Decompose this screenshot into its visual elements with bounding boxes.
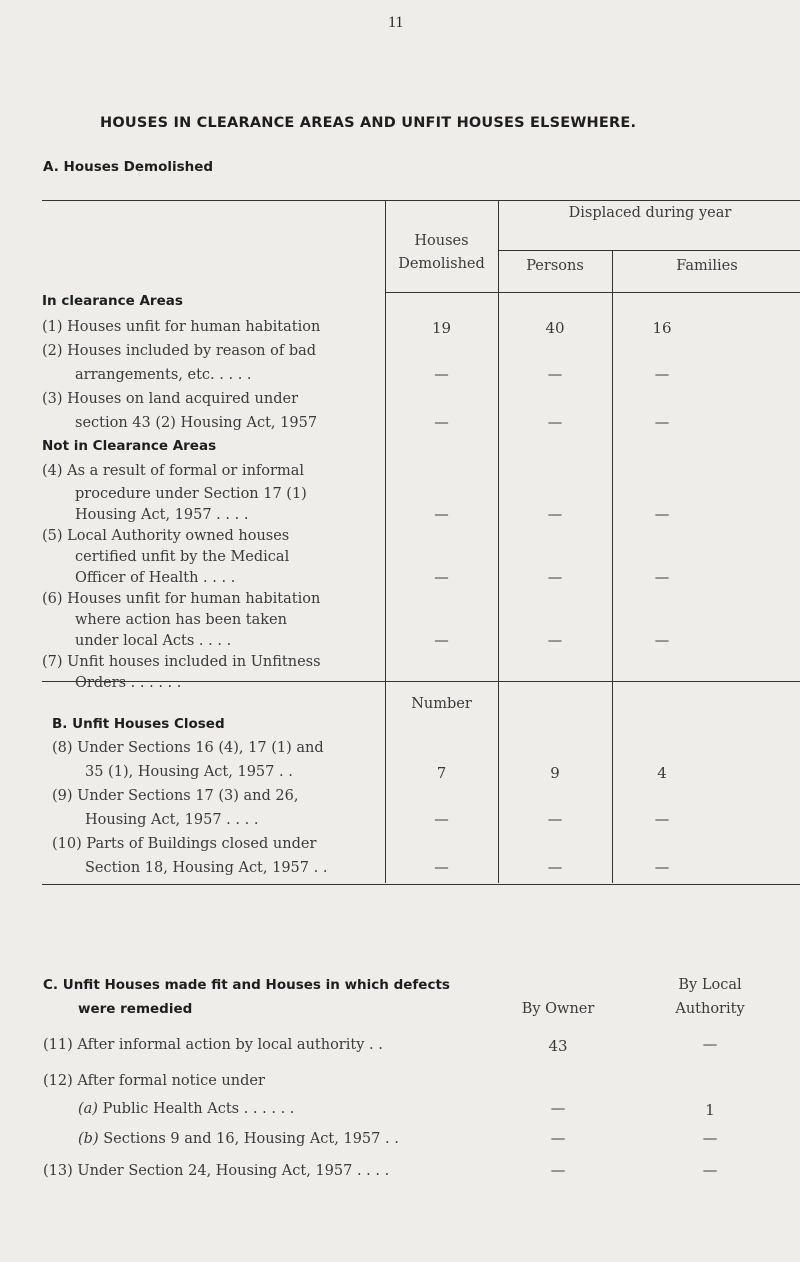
row-12b-label bbox=[78, 1131, 399, 1147]
table-bottom-rule bbox=[42, 884, 800, 885]
row-1-label: (1) Houses unfit for human habitation bbox=[42, 319, 321, 335]
row-8-families: 4 bbox=[657, 764, 667, 782]
row-12a-label bbox=[78, 1101, 294, 1117]
row-4-persons: — bbox=[547, 507, 563, 523]
row-8-label-line2: 35 (1), Housing Act, 1957 . . bbox=[85, 764, 293, 780]
row-8-label-line1: (8) Under Sections 16 (4), 17 (1) and bbox=[52, 740, 324, 756]
row-12a-prefix: (a) bbox=[78, 1101, 98, 1117]
row-4-label-line1: (4) As a result of formal or informal bbox=[42, 463, 304, 479]
row-6-families: — bbox=[654, 633, 670, 649]
row-6-houses: — bbox=[434, 633, 449, 649]
header-displaced-during-year: Displaced during year bbox=[568, 205, 732, 221]
row-3-label-line2: section 43 (2) Housing Act, 1957 bbox=[75, 415, 318, 431]
row-13-label: (13) Under Section 24, Housing Act, 1957 . . . . bbox=[43, 1163, 390, 1179]
row-12a-authority: 1 bbox=[705, 1101, 715, 1119]
row-10-label-line1: (10) Parts of Buildings closed under bbox=[52, 836, 317, 852]
row-10-number: — bbox=[434, 860, 449, 876]
row-11-authority: — bbox=[702, 1037, 718, 1053]
column-divider-3 bbox=[612, 250, 613, 883]
row-9-families: — bbox=[654, 812, 670, 828]
row-3-families: — bbox=[654, 415, 670, 431]
row-9-persons: — bbox=[547, 812, 563, 828]
header-persons: Persons bbox=[526, 258, 584, 274]
row-2-label-line1: (2) Houses included by reason of bad bbox=[42, 343, 317, 359]
row-2-families: — bbox=[654, 367, 670, 383]
section-c-heading-line1: C. Unfit Houses made fit and Houses in which defects bbox=[43, 977, 450, 993]
row-6-label-line1: (6) Houses unfit for human habitation bbox=[42, 591, 321, 607]
row-4-houses: — bbox=[434, 507, 449, 523]
row-9-label-line1: (9) Under Sections 17 (3) and 26, bbox=[52, 788, 299, 804]
row-6-label-line3: under local Acts . . . . bbox=[75, 633, 232, 649]
row-12b-prefix: (b) bbox=[78, 1131, 99, 1147]
row-12b-owner: — bbox=[550, 1131, 566, 1147]
row-12-heading: (12) After formal notice under bbox=[43, 1073, 265, 1089]
row-11-label: (11) After informal action by local authority . . bbox=[43, 1037, 383, 1053]
row-5-label-line1: (5) Local Authority owned houses bbox=[42, 528, 290, 544]
row-5-families: — bbox=[654, 570, 670, 586]
row-5-label-line3: Officer of Health . . . . bbox=[75, 570, 236, 586]
header-number: Number bbox=[411, 696, 472, 712]
row-13-authority: — bbox=[702, 1163, 718, 1179]
row-2-persons: — bbox=[547, 367, 563, 383]
row-5-persons: — bbox=[547, 570, 563, 586]
header-houses: Houses bbox=[414, 233, 469, 249]
row-8-persons: 9 bbox=[550, 764, 560, 782]
row-10-label-line2: Section 18, Housing Act, 1957 . . bbox=[85, 860, 328, 876]
row-13-owner: — bbox=[550, 1163, 566, 1179]
row-3-persons: — bbox=[547, 415, 563, 431]
displaced-subheader-rule bbox=[498, 250, 800, 251]
row-11-owner: 43 bbox=[548, 1037, 568, 1055]
row-12b-authority: — bbox=[702, 1131, 718, 1147]
row-9-label-line2: Housing Act, 1957 . . . . bbox=[85, 812, 259, 828]
group-in-clearance-areas: In clearance Areas bbox=[42, 293, 183, 309]
group-not-in-clearance-areas: Not in Clearance Areas bbox=[42, 438, 217, 454]
row-1-persons: 40 bbox=[545, 319, 565, 337]
row-10-families: — bbox=[654, 860, 670, 876]
row-12b-text: Sections 9 and 16, Housing Act, 1957 . . bbox=[98, 1131, 399, 1147]
header-demolished: Demolished bbox=[398, 256, 485, 272]
section-c-heading-line2: were remedied bbox=[78, 1001, 193, 1017]
row-4-families: — bbox=[654, 507, 670, 523]
row-2-label-line2: arrangements, etc. . . . . bbox=[75, 367, 252, 383]
row-5-label-line2: certified unfit by the Medical bbox=[75, 549, 290, 565]
page-title: HOUSES IN CLEARANCE AREAS AND UNFIT HOUSES ELSEWHERE. bbox=[100, 115, 637, 131]
row-8-number: 7 bbox=[436, 764, 447, 782]
header-bottom-rule bbox=[385, 292, 800, 293]
page-number: 11 bbox=[388, 14, 404, 31]
row-6-label-line2: where action has been taken bbox=[75, 612, 287, 628]
row-3-label-line1: (3) Houses on land acquired under bbox=[42, 391, 299, 407]
row-6-persons: — bbox=[547, 633, 563, 649]
row-12a-text: Public Health Acts . . . . . . bbox=[97, 1101, 295, 1117]
row-4-label-line3: Housing Act, 1957 . . . . bbox=[75, 507, 249, 523]
table-top-rule bbox=[42, 200, 800, 201]
row-3-houses: — bbox=[434, 415, 449, 431]
row-9-number: — bbox=[434, 812, 449, 828]
section-a-heading: A. Houses Demolished bbox=[43, 159, 214, 175]
row-7-label-line1: (7) Unfit houses included in Unfitness bbox=[42, 654, 321, 670]
row-12a-owner: — bbox=[550, 1101, 566, 1117]
header-authority: Authority bbox=[675, 1001, 745, 1017]
row-4-label-line2: procedure under Section 17 (1) bbox=[75, 486, 307, 502]
header-families: Families bbox=[676, 258, 738, 274]
header-by-owner: By Owner bbox=[521, 1001, 595, 1017]
row-10-persons: — bbox=[547, 860, 563, 876]
row-1-families: 16 bbox=[652, 319, 672, 337]
section-b-heading: B. Unfit Houses Closed bbox=[52, 716, 225, 732]
row-2-houses: — bbox=[434, 367, 449, 383]
row-1-houses: 19 bbox=[431, 319, 452, 337]
row-7-label-line2: Orders . . . . . . bbox=[75, 675, 182, 691]
row-5-houses: — bbox=[434, 570, 449, 586]
header-by-local: By Local bbox=[678, 977, 742, 993]
